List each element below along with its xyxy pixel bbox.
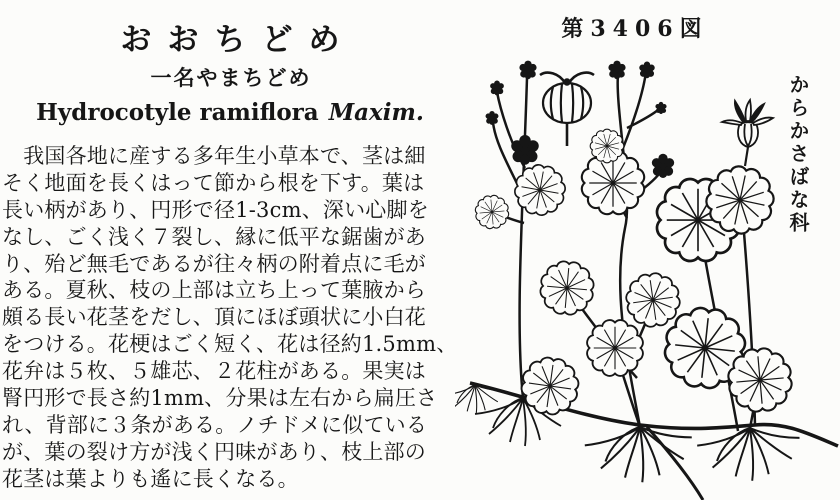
figure-caption: 第3406図: [561, 16, 709, 42]
family-name-vertical: からかさばな科: [786, 74, 810, 235]
latin-author: Maxim.: [328, 99, 424, 126]
body-line: ある。夏秋、枝の上部は立ち上って葉腋から: [2, 278, 426, 303]
latin-name: [0, 99, 460, 126]
body-paragraph: [2, 143, 458, 493]
body-line: 花茎は葉よりも遙に長くなる。: [2, 466, 299, 491]
body-line: そく地面を長くはって節から根を下す。葉は: [2, 170, 425, 195]
body-line: が、葉の裂け方が浅く円味があり、枝上部の: [2, 439, 426, 464]
body-line: なし、ごく浅く７裂し、縁に低平な鋸歯があ: [2, 224, 426, 249]
body-line: り、殆ど無毛であるが往々柄の附着点に毛が: [2, 251, 426, 276]
body-line: れ、背部に３条がある。ノチドメに似ている: [2, 412, 428, 437]
flower-detail: [722, 100, 773, 166]
body-line: をつける。花梗はごく短く、花は径約1.5mm、: [2, 332, 458, 357]
page-subtitle: 一名やまちどめ: [150, 65, 312, 90]
body-line: 腎円形で長さ約1mm、分果は左右から扁圧さ: [2, 386, 438, 411]
fruit-detail: [540, 73, 594, 146]
body-line: 長い柄があり、円形で径1-3cm、深い心脚を: [2, 197, 429, 222]
body-line: 我国各地に産する多年生小草本で、茎は細: [2, 144, 426, 168]
page-title: おおちどめ: [120, 22, 356, 58]
botanical-illustration: [455, 48, 840, 500]
latin-genus-species: Hydrocotyle ramiflora: [36, 99, 319, 126]
body-line: 頗る長い花茎をだし、頂にほぼ頭状に小白花: [2, 305, 426, 330]
body-line: 花弁は５枚、５雄芯、２花柱がある。果実は: [2, 359, 426, 384]
